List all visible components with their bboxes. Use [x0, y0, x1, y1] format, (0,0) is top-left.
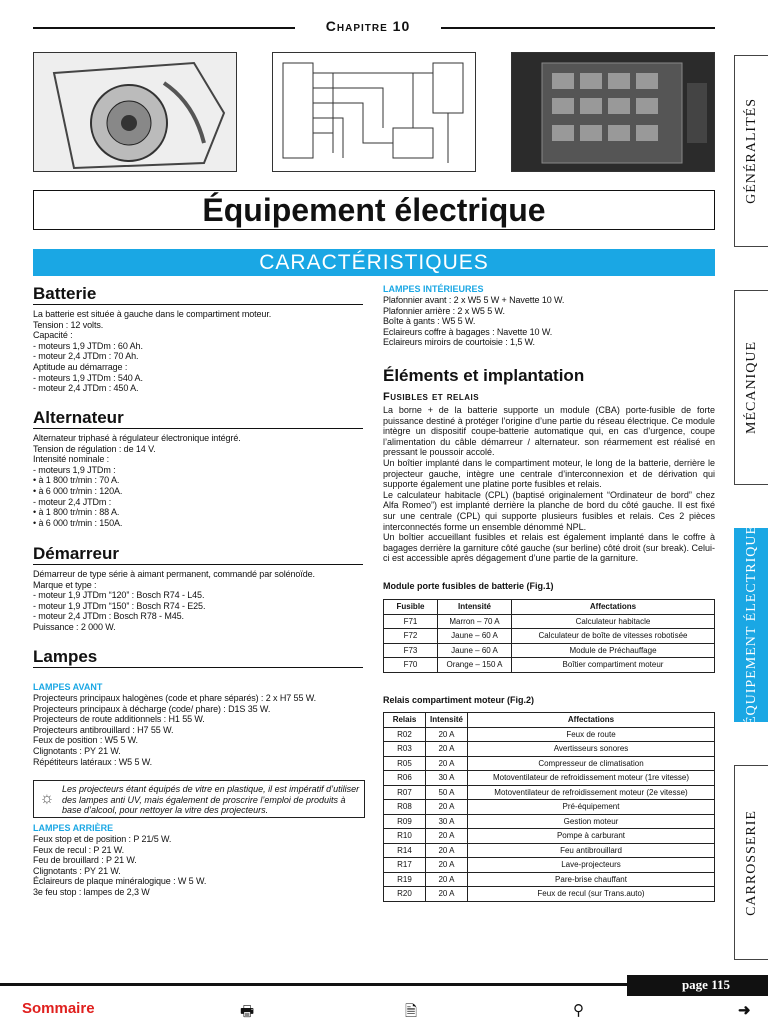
table-cell: Pare-brise chauffant	[468, 872, 715, 887]
page-number-box	[627, 975, 768, 996]
table-cell: R09	[384, 814, 426, 829]
alternateur-heading: Alternateur	[33, 408, 363, 429]
table-cell: 30 A	[426, 814, 468, 829]
tab-mecanique[interactable]: MÉCANIQUE	[734, 290, 768, 485]
sommaire-link[interactable]: Sommaire	[22, 1000, 95, 1017]
table-cell: F70	[384, 658, 438, 673]
table-cell: 30 A	[426, 771, 468, 786]
lampes-avant-title: LAMPES AVANT	[33, 682, 103, 692]
next-arrow-icon[interactable]: ➜	[738, 1002, 751, 1019]
print-icon[interactable]: 🖶	[240, 1003, 255, 1020]
table-cell: F73	[384, 643, 438, 658]
table-cell: 20 A	[426, 742, 468, 757]
table-cell: Lave-projecteurs	[468, 858, 715, 873]
table-cell: Feu antibrouillard	[468, 843, 715, 858]
table-row	[384, 872, 715, 887]
tab-carrosserie[interactable]: CARROSSERIE	[734, 765, 768, 960]
table-cell: 20 A	[426, 858, 468, 873]
lampes-arriere-title: LAMPES ARRIÈRE	[33, 823, 114, 833]
table-cell: Motoventilateur de refroidissement moteur (1re vitesse)	[468, 771, 715, 786]
fusibles-relais-subheading: Fusibles et relais	[383, 391, 480, 403]
table-cell: Calculateur de boîte de vitesses robotisée	[512, 629, 715, 644]
table-cell: Feux de recul (sur Trans.auto)	[468, 887, 715, 902]
table-cell: Jaune – 60 A	[438, 629, 512, 644]
table-row	[384, 800, 715, 815]
table-cell: R05	[384, 756, 426, 771]
binoculars-icon[interactable]: ⚲	[573, 1002, 584, 1019]
table-row	[384, 614, 715, 629]
table-cell: R20	[384, 887, 426, 902]
table-row	[384, 756, 715, 771]
fusebox-photo	[511, 52, 715, 172]
table-row	[384, 742, 715, 757]
table-cell: Pompe à carburant	[468, 829, 715, 844]
table-cell: Compresseur de climatisation	[468, 756, 715, 771]
table-cell: Gestion moteur	[468, 814, 715, 829]
warning-note: ☼ Les projecteurs étant équipés de vitre en plastique, il est impératif d’utiliser des lampes anti UV, mais également de proscrire l’emploi de produits à base d’alcool, pour nettoyer la vitre des projecteurs.	[33, 780, 365, 818]
elements-heading: Éléments et implantation	[383, 366, 585, 385]
table-cell: Motoventilateur de refroidissement moteur (2e vitesse)	[468, 785, 715, 800]
table-cell: Boîtier compartiment moteur	[512, 658, 715, 673]
section-banner: CARACTÉRISTIQUES	[33, 249, 715, 276]
elements-text: La borne + de la batterie supporte un module (CBA) porte-fusible de forte puissance destiné à protéger l’origine d’une partie du réseau électrique. Ce module intègre un dispositif coupe-batterie automatique qui, en cas d’urgence, coupe l’alimentation du câble démarreur / alternateur. son réarmement est réalisé en pressant le poussoir accolé. Un boîtier implanté dans le compartiment moteur, le long de la batterie, derrière le projecteur gauche, intègre une centrale d’interconnexion et de dérivation qui supporte également une platine porte fusibles et relais. Le calculateur habitacle (CPL) (baptisé originalement “Ordinateur de bord” chez Alfa Romeo”) est implanté derrière la planche de bord du côté gauche. Il est fixé sur une centrale (CPL) qui supporte plusieurs fusibles et relais. Ces 2 pièces interconnectés forme un ensemble dénommé NPL. Un boîtier accueillant fusibles et relais est également implanté dans le coffre à bagages derrière la garniture côté gauche (sur berline) côté droit (sur break). Celui-ci est accessible après dégagement d’une partie de la garniture.	[383, 405, 715, 564]
table-row	[384, 727, 715, 742]
table-cell: F71	[384, 614, 438, 629]
table-cell: Calculateur habitacle	[512, 614, 715, 629]
table-row	[384, 858, 715, 873]
relay-table: Relais Intensité Affectations R02 20 A Feux de route R03 20 A Avertisseurs sonores R05 20 A Compresseur de climatisation R06 30 A Motoventilateur de refroidissement moteur (1re vitesse) R07 50 A Motoventilateur de refroidissement moteur (2e vitesse) R08 20 A Pré-équipement R09 30 A Gestion moteur R10 20 A Pompe à carburant R14 20 A Feu antibrouillard R17 20 A Lave-projecteurs R19 20 A Pare-brise chauffant R20 20 A Feux de recul (sur Trans.auto)	[383, 712, 715, 902]
table-cell: R02	[384, 727, 426, 742]
batterie-heading: Batterie	[33, 284, 363, 305]
table-cell: R06	[384, 771, 426, 786]
lampes-heading: Lampes	[33, 647, 363, 668]
lamp-icon: ☼	[39, 790, 55, 807]
table-cell: Avertisseurs sonores	[468, 742, 715, 757]
table-cell: R03	[384, 742, 426, 757]
table-cell: 20 A	[426, 756, 468, 771]
table-row	[384, 771, 715, 786]
page-title: Équipement électrique	[33, 190, 715, 230]
lampes-interieures-text: Plafonnier avant : 2 x W5 5 W + Navette 10 W. Plafonnier arrière : 2 x W5 5 W. Boîte à gants : W5 5 W. Eclaireurs coffre à bagages : Navette 10 W. Eclaireurs miroirs de courtoisie : 1,5 W.	[383, 295, 565, 348]
table-cell: Module de Préchauffage	[512, 643, 715, 658]
table-cell: Orange – 150 A	[438, 658, 512, 673]
table-cell: Feux de route	[468, 727, 715, 742]
table-row	[384, 843, 715, 858]
table-cell: 20 A	[426, 872, 468, 887]
table-cell: Pré-équipement	[468, 800, 715, 815]
table-cell: 50 A	[426, 785, 468, 800]
batterie-text: La batterie est située à gauche dans le compartiment moteur. Tension : 12 volts. Capacité : - moteurs 1,9 JTDm : 60 Ah. - moteur 2,4 JTDm : 70 Ah. Aptitude au démarrage : - moteurs 1,9 JTDm : 540 A. - moteur 2,4 JTDm : 450 A.	[33, 309, 272, 394]
table-cell: 20 A	[426, 829, 468, 844]
table-cell: R14	[384, 843, 426, 858]
table-row	[384, 785, 715, 800]
table-cell: R19	[384, 872, 426, 887]
table-cell: Jaune – 60 A	[438, 643, 512, 658]
table-cell: R08	[384, 800, 426, 815]
alternateur-text: Alternateur triphasé à régulateur électronique intégré. Tension de régulation : de 14 V. Intensité nominale : - moteurs 1,9 JTDm : • à 1 800 tr/min : 70 A. • à 6 000 tr/min : 120A. - moteur 2,4 JTDm : • à 1 800 tr/min : 88 A. • à 6 000 tr/min : 150A.	[33, 433, 241, 528]
tab-generalites[interactable]: GÉNÉRALITÉS	[734, 55, 768, 247]
lampes-arriere-text: Feux stop et de position : P 21/5 W. Feux de recul : P 21 W. Feu de brouillard : P 21 W. Clignotants : PY 21 W. Éclaireurs de plaque minéralogique : W 5 W. 3e feu stop : lampes de 2,3 W	[33, 834, 207, 897]
lampes-avant-text: Projecteurs principaux halogènes (code et phare séparés) : 2 x H7 55 W. Projecteurs principaux à décharge (code/ phare) : D1S 35 W. Projecteurs de route additionnels : H1 55 W. Projecteurs antibrouillard : H7 55 W. Feux de position : W5 5 W. Clignotants : PY 21 W. Répétiteurs latéraux : W5 5 W.	[33, 693, 317, 767]
wiring-diagram	[272, 52, 476, 172]
alternator-photo	[33, 52, 237, 172]
demarreur-text: Démarreur de type série à aimant permanent, commandé par solénoïde. Marque et type : - moteur 1,9 JTDm “120” : Bosch R74 - L45. - moteur 1,9 JTDm “150” : Bosch R74 - E25. - moteur 2,4 JTDm : Bosch R78 - M45. Puissance : 2 000 W.	[33, 569, 315, 632]
table-cell: 20 A	[426, 727, 468, 742]
table-cell: 20 A	[426, 800, 468, 815]
table-cell: 20 A	[426, 843, 468, 858]
page-number: page 115	[681, 977, 730, 992]
table-row	[384, 629, 715, 644]
tab-equipement-electrique[interactable]: ÉQUIPEMENT ÉLECTRIQUE	[734, 528, 768, 722]
table-row	[384, 814, 715, 829]
lampes-interieures-title: LAMPES INTÉRIEURES	[383, 284, 484, 294]
table-row	[384, 829, 715, 844]
table-cell: R07	[384, 785, 426, 800]
table-row	[384, 658, 715, 673]
chapter-label: Chapitre 10	[325, 18, 411, 34]
fuse-table: Fusible Intensité Affectations F71 Marron – 70 A Calculateur habitacle F72 Jaune – 60 A Calculateur de boîte de vitesses robotisée F73 Jaune – 60 A Module de Préchauffage F70 Orange – 150 A Boîtier compartiment moteur	[383, 599, 715, 673]
table-cell: Marron – 70 A	[438, 614, 512, 629]
table-cell: F72	[384, 629, 438, 644]
table-row	[384, 887, 715, 902]
table2-caption: Relais compartiment moteur (Fig.2)	[383, 695, 535, 705]
table-cell: R17	[384, 858, 426, 873]
table-row	[384, 643, 715, 658]
demarreur-heading: Démarreur	[33, 544, 363, 565]
document-icon[interactable]: 🗎	[405, 1003, 418, 1020]
table1-caption: Module porte fusibles de batterie (Fig.1)	[383, 581, 554, 591]
table-cell: 20 A	[426, 887, 468, 902]
table-cell: R10	[384, 829, 426, 844]
